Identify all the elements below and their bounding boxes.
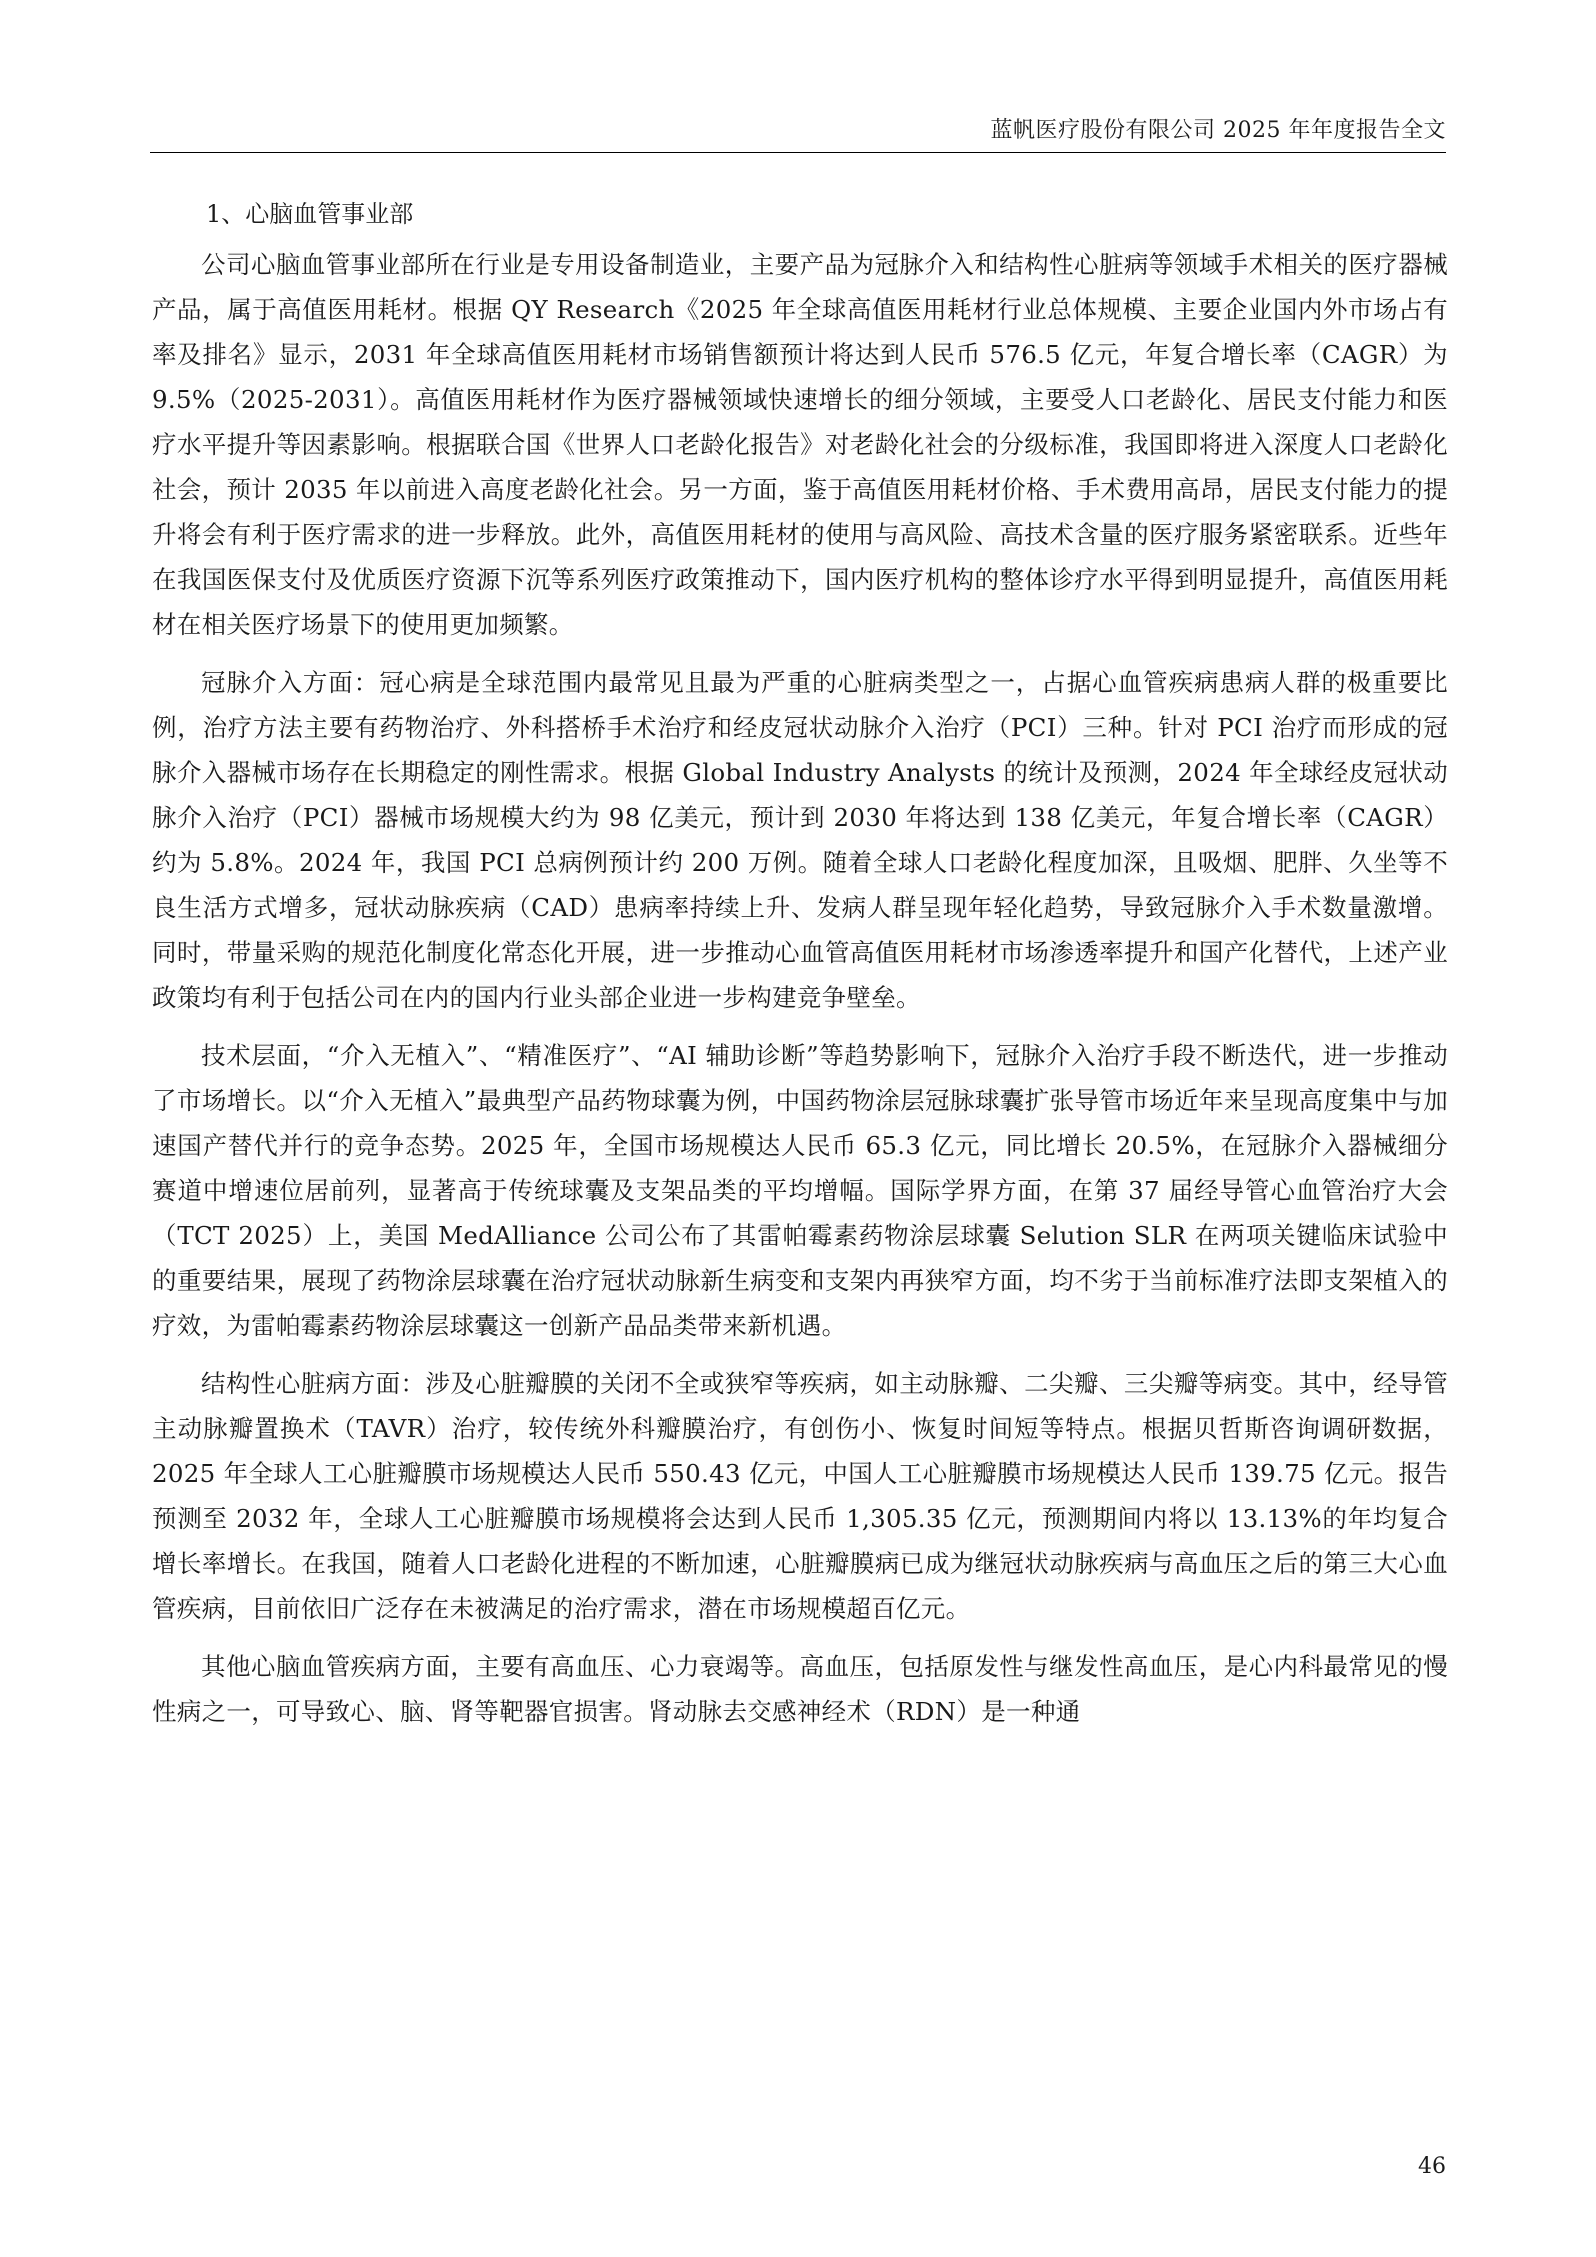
section-heading: 1、心脑血管事业部: [206, 200, 414, 228]
paragraph-industry-overview: 公司心脑血管事业部所在行业是专用设备制造业，主要产品为冠脉介入和结构性心脏病等领域手术相关的医疗器械产品，属于高值医用耗材。根据 QY Research《2025 年全球高值医用耗材行业总体规模、主要企业国内外市场占有率及排名》显示，2031 年全球高值医用耗材市场销售额预计将达到人民币 576.5 亿元，年复合增长率（CAGR）为 9.5%（2025-2031）。高值医用耗材作为医疗器械领域快速增长的细分领域，主要受人口老龄化、居民支付能力和医疗水平提升等因素影响。根据联合国《世界人口老龄化报告》对老龄化社会的分级标准，我国即将进入深度人口老龄化社会，预计 2035 年以前进入高度老龄化社会。另一方面，鉴于高值医用耗材价格、手术费用高昂，居民支付能力的提升将会有利于医疗需求的进一步释放。此外，高值医用耗材的使用与高风险、高技术含量的医疗服务紧密联系。近些年在我国医保支付及优质医疗资源下沉等系列医疗政策推动下，国内医疗机构的整体诊疗水平得到明显提升，高值医用耗材在相关医疗场景下的使用更加频繁。: [152, 250, 1448, 639]
report-title: 蓝帆医疗股份有限公司 2025 年年度报告全文: [990, 118, 1446, 143]
page-header: [150, 108, 1446, 153]
page-body: [152, 190, 1448, 1747]
paragraph-other-cardiovascular: 其他心脑血管疾病方面，主要有高血压、心力衰竭等。高血压，包括原发性与继发性高血压，是心内科最常见的慢性病之一，可导致心、脑、肾等靶器官损害。肾动脉去交感神经术（RDN）是一种通: [152, 1652, 1448, 1726]
paragraph-coronary-intervention: 冠脉介入方面：冠心病是全球范围内最常见且最为严重的心脏病类型之一，占据心血管疾病患病人群的极重要比例，治疗方法主要有药物治疗、外科搭桥手术治疗和经皮冠状动脉介入治疗（PCI）三种。针对 PCI 治疗而形成的冠脉介入器械市场存在长期稳定的刚性需求。根据 Global Industry Analysts 的统计及预测，2024 年全球经皮冠状动脉介入治疗（PCI）器械市场规模大约为 98 亿美元，预计到 2030 年将达到 138 亿美元，年复合增长率（CAGR）约为 5.8%。2024 年，我国 PCI 总病例预计约 200 万例。随着全球人口老龄化程度加深，且吸烟、肥胖、久坐等不良生活方式增多，冠状动脉疾病（CAD）患病率持续上升、发病人群呈现年轻化趋势，导致冠脉介入手术数量激增。同时，带量采购的规范化制度化常态化开展，进一步推动心血管高值医用耗材市场渗透率提升和国产化替代，上述产业政策均有利于包括公司在内的国内行业头部企业进一步构建竞争壁垒。: [152, 668, 1448, 1012]
paragraph-structural-heart: 结构性心脏病方面：涉及心脏瓣膜的关闭不全或狭窄等疾病，如主动脉瓣、二尖瓣、三尖瓣等病变。其中，经导管主动脉瓣置换术（TAVR）治疗，较传统外科瓣膜治疗，有创伤小、恢复时间短等特点。根据贝哲斯咨询调研数据，2025 年全球人工心脏瓣膜市场规模达人民币 550.43 亿元，中国人工心脏瓣膜市场规模达人民币 139.75 亿元。报告预测至 2032 年，全球人工心脏瓣膜市场规模将会达到人民币 1,305.35 亿元，预测期间内将以 13.13%的年均复合增长率增长。在我国，随着人口老龄化进程的不断加速，心脏瓣膜病已成为继冠状动脉疾病与高血压之后的第三大心血管疾病，目前依旧广泛存在未被满足的治疗需求，潜在市场规模超百亿元。: [152, 1369, 1448, 1623]
page-number: 46: [1418, 2154, 1446, 2179]
paragraph-technology-trends: 技术层面，“介入无植入”、“精准医疗”、“AI 辅助诊断”等趋势影响下，冠脉介入治疗手段不断迭代，进一步推动了市场增长。以“介入无植入”最典型产品药物球囊为例，中国药物涂层冠脉球囊扩张导管市场近年来呈现高度集中与加速国产替代并行的竞争态势。2025 年，全国市场规模达人民币 65.3 亿元，同比增长 20.5%，在冠脉介入器械细分赛道中增速位居前列，显著高于传统球囊及支架品类的平均增幅。国际学界方面，在第 37 届经导管心血管治疗大会（TCT 2025）上，美国 MedAlliance 公司公布了其雷帕霉素药物涂层球囊 Selution SLR 在两项关键临床试验中的重要结果，展现了药物涂层球囊在治疗冠状动脉新生病变和支架内再狭窄方面，均不劣于当前标准疗法即支架植入的疗效，为雷帕霉素药物涂层球囊这一创新产品品类带来新机遇。: [152, 1041, 1448, 1340]
